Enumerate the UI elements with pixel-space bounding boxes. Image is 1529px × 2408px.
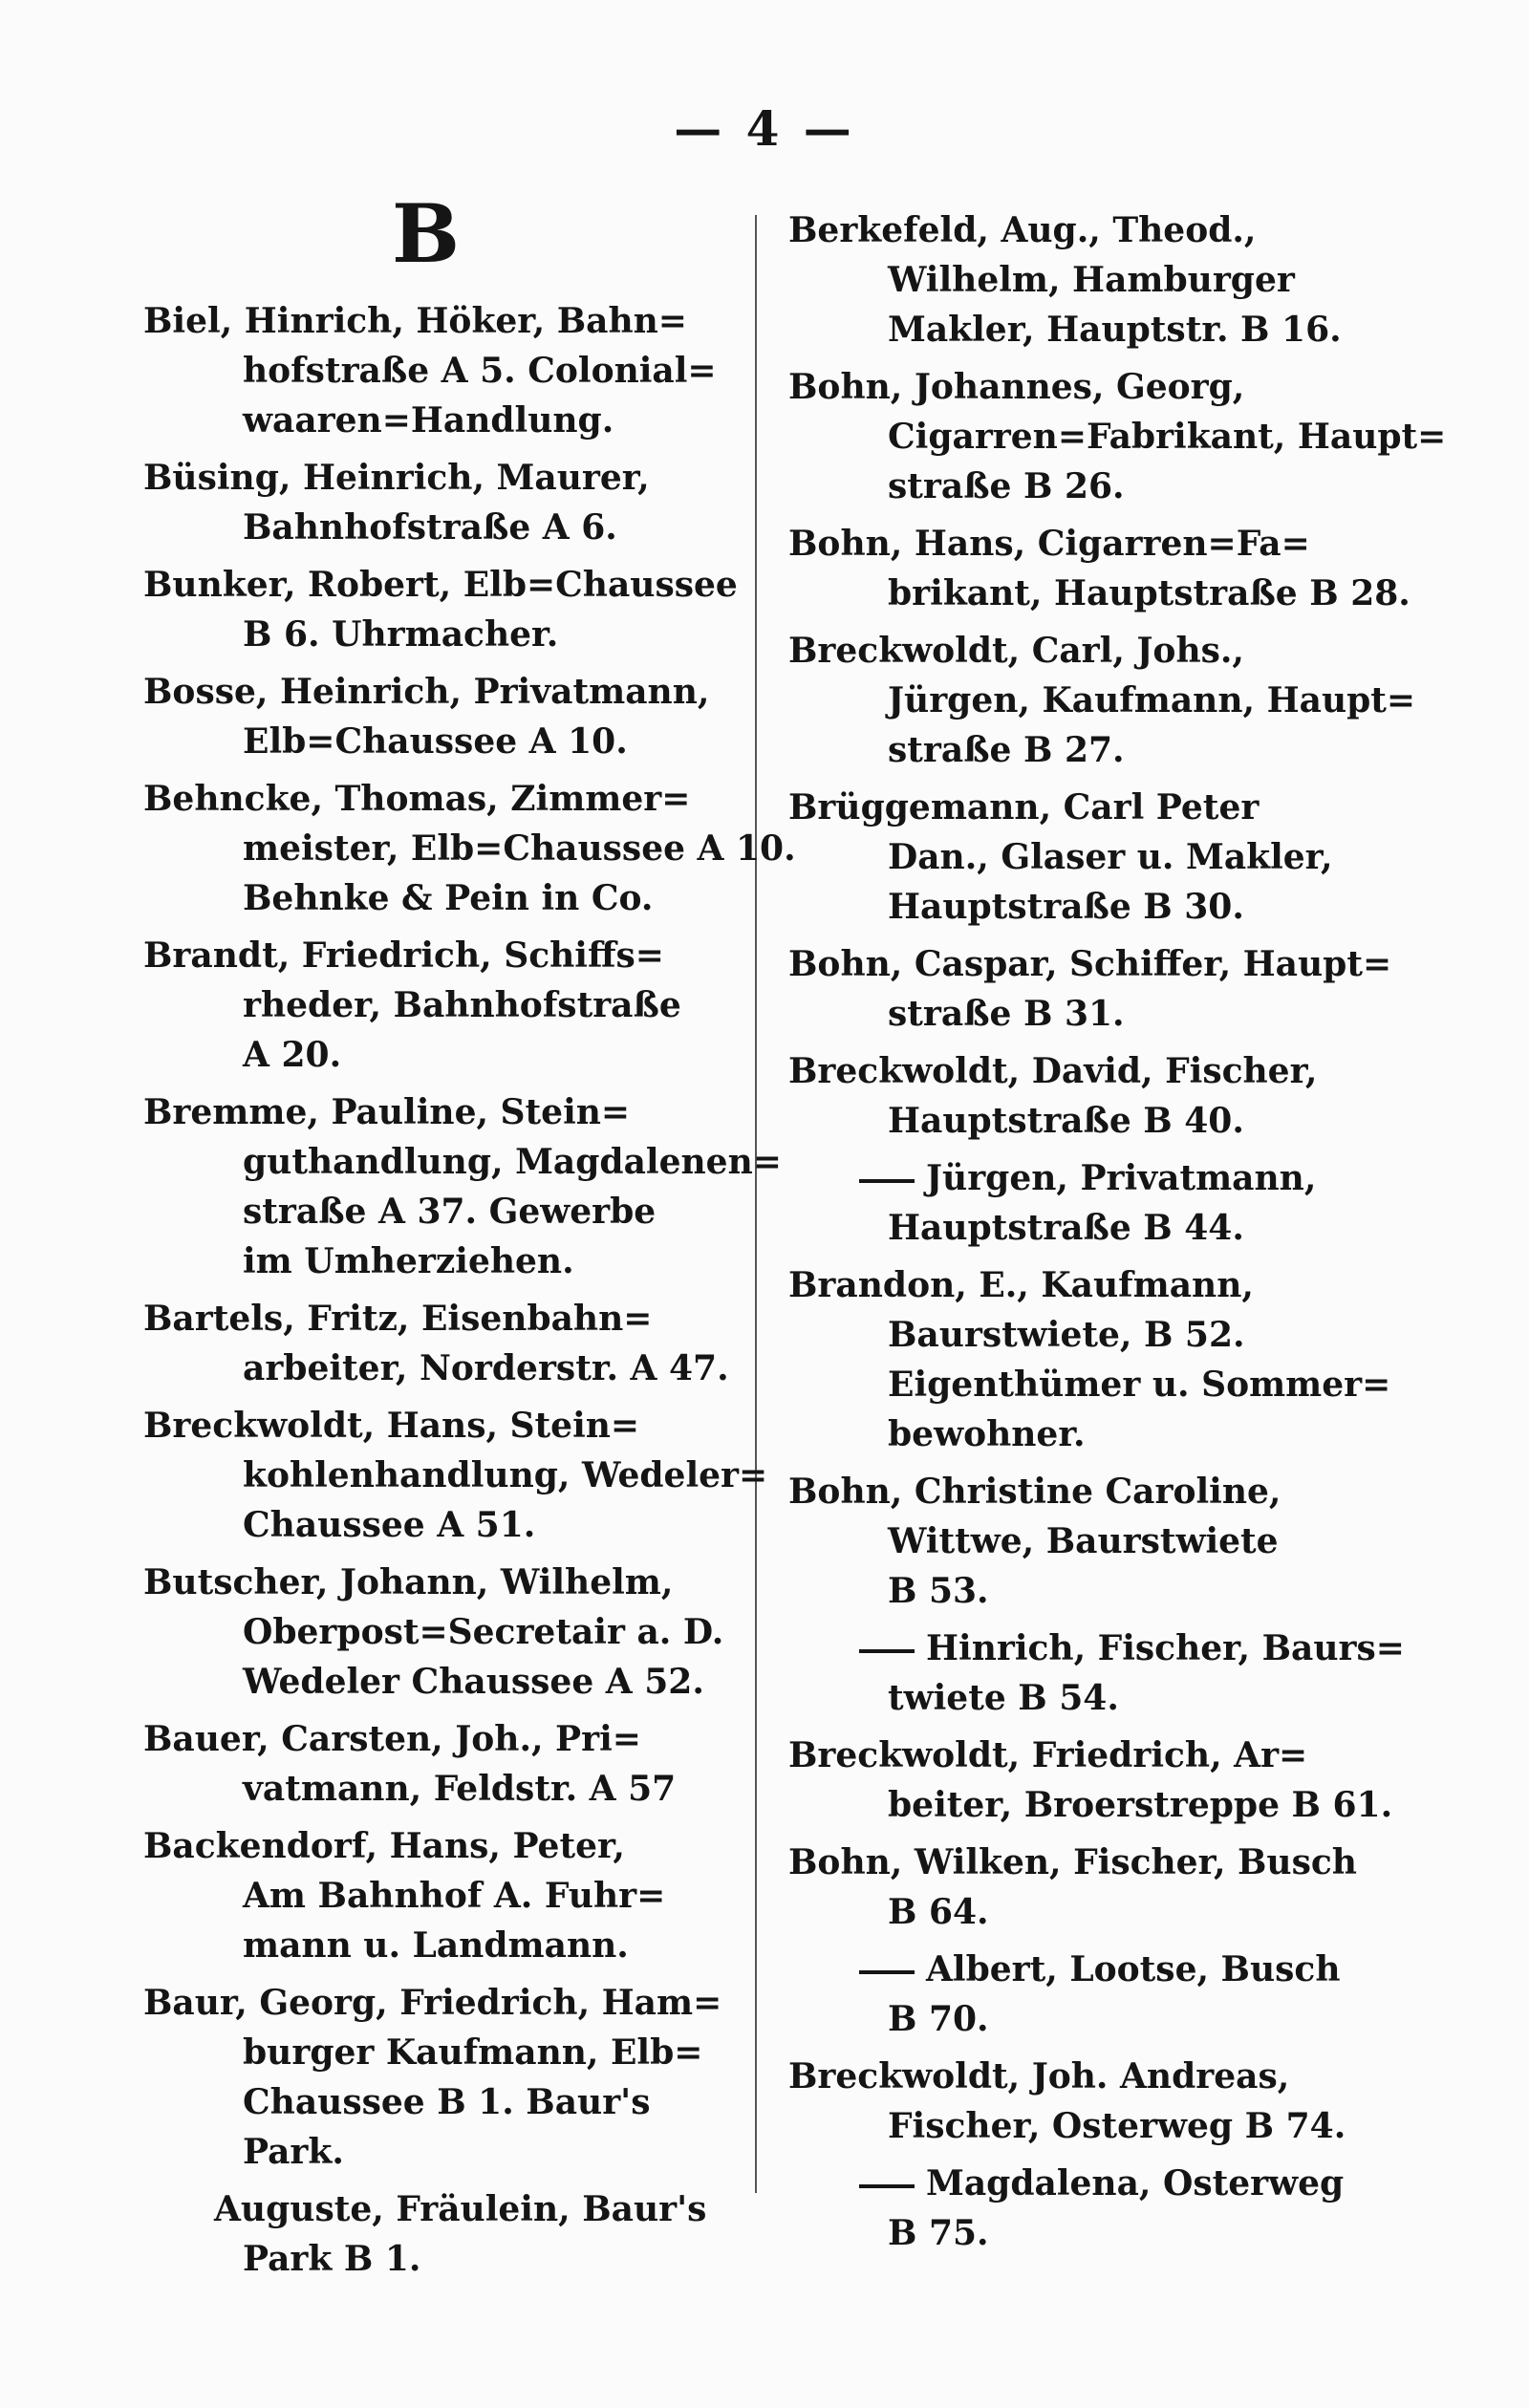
entry-text: Breckwoldt, Hans, Stein= <box>143 1406 640 1446</box>
entry-name-line <box>788 1731 1400 1780</box>
entry-text: Hinrich, Fischer, Baurs= <box>926 1628 1405 1668</box>
entry-text: hofstraße A 5. Colonial= <box>243 351 717 391</box>
entry-name-line <box>143 453 755 503</box>
entry-continuation-line <box>243 346 755 396</box>
entry-name-line <box>859 1153 1400 1203</box>
entry-text: Bahnhofstraße A 6. <box>243 507 617 548</box>
entry-name-line <box>788 626 1400 676</box>
entry-continuation-line <box>243 1451 768 1500</box>
entry-continuation-line <box>888 569 1411 618</box>
entry-continuation-line <box>243 1236 755 1286</box>
entry-text: straße B 31. <box>888 994 1125 1034</box>
entry-text: Brandt, Friedrich, Schiffs= <box>143 935 664 976</box>
entry-name-line <box>143 1558 755 1607</box>
entry-continuation-line <box>888 305 1400 355</box>
entry-continuation-line <box>243 980 755 1030</box>
entry-text: Bohn, Hans, Cigarren=Fa= <box>788 524 1310 564</box>
entry-text: Chaussee B 1. Baur's <box>243 2082 651 2122</box>
page-number: — 4 — <box>674 100 855 157</box>
directory-entry <box>788 362 1447 511</box>
entry-name-line <box>143 931 755 980</box>
directory-entry <box>788 1153 1400 1253</box>
entry-text: meister, Elb=Chaussee A 10. <box>243 828 796 869</box>
entry-text: Wedeler Chaussee A 52. <box>243 1662 704 1702</box>
entry-text: Bohn, Johannes, Georg, <box>788 367 1245 407</box>
entry-text: Bremme, Pauline, Stein= <box>143 1092 631 1132</box>
entry-name-line <box>143 1401 755 1451</box>
directory-entry <box>143 1978 755 2177</box>
directory-entry <box>788 1046 1400 1146</box>
entry-text: guthandlung, Magdalenen= <box>243 1142 782 1182</box>
entry-continuation-line <box>243 1764 755 1814</box>
entry-continuation-line <box>243 396 755 445</box>
entry-text: Jürgen, Kaufmann, Haupt= <box>888 680 1416 720</box>
entry-text: Wilhelm, Hamburger <box>888 260 1295 300</box>
entry-continuation-line <box>888 882 1400 932</box>
entry-name-line <box>788 362 1400 412</box>
entry-text: Hauptstraße B 44. <box>888 1208 1244 1248</box>
entry-text: Hauptstraße B 30. <box>888 887 1244 927</box>
entry-text: Oberpost=Secretair a. D. <box>243 1612 724 1652</box>
entry-text: Breckwoldt, Joh. Andreas, <box>788 2056 1290 2096</box>
entry-text: Butscher, Johann, Wilhelm, <box>143 1562 674 1602</box>
entry-name-line <box>143 1978 755 2028</box>
directory-entry <box>143 560 755 659</box>
entry-text: brikant, Hauptstraße B 28. <box>888 573 1411 613</box>
entry-continuation-line <box>243 1187 755 1236</box>
entry-name-line <box>788 1260 1400 1310</box>
entry-continuation-line <box>243 2077 755 2127</box>
entry-continuation-line <box>888 676 1416 725</box>
column-divider <box>755 215 757 2193</box>
entry-continuation-line <box>888 989 1400 1039</box>
entry-name-line <box>788 519 1400 569</box>
entry-continuation-line <box>243 1871 755 1921</box>
entry-text: Makler, Hauptstr. B 16. <box>888 310 1342 350</box>
entry-name-line <box>788 1838 1400 1887</box>
entry-text: Bohn, Caspar, Schiffer, Haupt= <box>788 944 1392 984</box>
directory-entry <box>143 1401 768 1550</box>
entry-text: Bunker, Robert, Elb=Chaussee <box>143 565 738 605</box>
entry-text: Bauer, Carsten, Joh., Pri= <box>143 1719 641 1759</box>
directory-entry <box>143 2184 755 2284</box>
entry-name-line <box>788 1467 1400 1516</box>
entry-continuation-line <box>888 462 1400 511</box>
entry-continuation-line <box>888 412 1447 462</box>
entry-continuation-line <box>888 1096 1400 1146</box>
entry-text: Breckwoldt, Carl, Johs., <box>788 631 1244 671</box>
entry-continuation-line <box>243 2234 755 2284</box>
entry-text: rheder, Bahnhofstraße <box>243 985 681 1025</box>
entry-continuation-line <box>888 1994 1400 2044</box>
directory-entry <box>788 2052 1400 2151</box>
entry-text: B 75. <box>888 2213 989 2253</box>
entry-text: Behnke & Pein in Co. <box>243 878 654 918</box>
entry-text: kohlenhandlung, Wedeler= <box>243 1455 768 1495</box>
entry-text: straße B 26. <box>888 466 1125 506</box>
entry-text: B 70. <box>888 1999 989 2039</box>
entry-text: beiter, Broerstreppe B 61. <box>888 1785 1393 1825</box>
entry-continuation-line <box>243 1921 755 1970</box>
entry-text: Hauptstraße B 40. <box>888 1101 1244 1141</box>
entry-text: Baurstwiete, B 52. <box>888 1315 1245 1355</box>
entry-text: Breckwoldt, David, Fischer, <box>788 1051 1318 1091</box>
entry-text: burger Kaufmann, Elb= <box>243 2032 703 2073</box>
directory-entry <box>143 667 755 766</box>
entry-continuation-line <box>243 503 755 552</box>
entry-text: Büsing, Heinrich, Maurer, <box>143 458 650 498</box>
entry-text: twiete B 54. <box>888 1678 1119 1718</box>
entry-continuation-line <box>888 2208 1400 2258</box>
entry-text: Backendorf, Hans, Peter, <box>143 1826 625 1866</box>
entry-continuation-line <box>243 873 755 923</box>
entry-name-line <box>788 205 1400 255</box>
entry-text: Cigarren=Fabrikant, Haupt= <box>888 417 1447 457</box>
entry-text: mann u. Landmann. <box>243 1925 629 1966</box>
entry-name-line <box>788 783 1400 832</box>
entry-text: Fischer, Osterweg B 74. <box>888 2106 1346 2146</box>
entry-text: Bohn, Christine Caroline, <box>788 1472 1281 1512</box>
entry-name-line <box>788 939 1400 989</box>
directory-entry <box>143 1714 755 1814</box>
entry-continuation-line <box>888 1203 1400 1253</box>
entry-text: Albert, Lootse, Busch <box>926 1949 1341 1989</box>
entry-text: Brüggemann, Carl Peter <box>788 787 1260 828</box>
directory-entry <box>788 939 1400 1039</box>
directory-entry <box>143 296 755 445</box>
directory-entry <box>143 453 755 552</box>
entry-continuation-line <box>243 1657 755 1707</box>
directory-entry <box>788 1838 1400 1937</box>
entry-name-line <box>143 560 755 610</box>
entry-text: Baur, Georg, Friedrich, Ham= <box>143 1983 722 2023</box>
entry-text: arbeiter, Norderstr. A 47. <box>243 1348 729 1388</box>
entry-text: Wittwe, Baurstwiete <box>888 1521 1279 1561</box>
entry-continuation-line <box>888 725 1400 775</box>
entry-continuation-line <box>243 1607 755 1657</box>
entry-text: Elb=Chaussee A 10. <box>243 721 628 762</box>
entry-text: A 20. <box>243 1035 342 1075</box>
entry-continuation-line <box>888 1409 1400 1459</box>
entry-continuation-line <box>243 610 755 659</box>
directory-entry <box>788 519 1411 618</box>
entry-continuation-line <box>888 2101 1400 2151</box>
entry-continuation-line <box>243 717 755 766</box>
directory-entry <box>143 1087 782 1286</box>
entry-continuation-line <box>243 2028 755 2077</box>
entry-text: Jürgen, Privatmann, <box>926 1158 1317 1198</box>
entry-text: Eigenthümer u. Sommer= <box>888 1365 1391 1405</box>
right-column <box>788 205 1447 2266</box>
ditto-dash <box>859 1970 915 1974</box>
entry-continuation-line <box>888 1516 1400 1566</box>
entry-text: im Umherziehen. <box>243 1241 574 1281</box>
entry-text: B 53. <box>888 1571 989 1611</box>
entry-text: B 64. <box>888 1892 989 1932</box>
entry-continuation-line <box>888 1780 1400 1830</box>
entry-text: B 6. Uhrmacher. <box>243 614 559 655</box>
entry-text: Behncke, Thomas, Zimmer= <box>143 779 691 819</box>
entry-text: Bartels, Fritz, Eisenbahn= <box>143 1299 653 1339</box>
entry-continuation-line <box>243 2127 755 2177</box>
entry-name-line <box>143 774 755 824</box>
directory-entry <box>788 1260 1400 1459</box>
entry-name-line <box>143 1714 755 1764</box>
directory-entry <box>143 774 796 923</box>
directory-entry <box>143 1821 755 1970</box>
entry-text: waaren=Handlung. <box>243 400 614 441</box>
entry-text: Bohn, Wilken, Fischer, Busch <box>788 1842 1357 1882</box>
directory-entry <box>788 205 1400 355</box>
entry-name-line <box>214 2184 755 2234</box>
entry-text: Park. <box>243 2132 344 2172</box>
entry-name-line <box>143 1821 755 1871</box>
entry-name-line <box>143 1087 755 1137</box>
entry-name-line <box>859 2159 1400 2208</box>
entry-continuation-line <box>888 1887 1400 1937</box>
entry-text: Park B 1. <box>243 2239 421 2279</box>
entry-continuation-line <box>243 824 796 873</box>
directory-entry <box>788 2159 1400 2258</box>
entry-name-line <box>859 1623 1405 1673</box>
entry-name-line <box>788 1046 1400 1096</box>
directory-entry <box>143 1558 755 1707</box>
entry-continuation-line <box>888 255 1400 305</box>
directory-entry <box>143 931 755 1080</box>
directory-entry <box>788 1945 1400 2044</box>
entry-text: Am Bahnhof A. Fuhr= <box>243 1876 666 1916</box>
entry-text: Breckwoldt, Friedrich, Ar= <box>788 1735 1308 1775</box>
entry-continuation-line <box>888 1360 1400 1409</box>
entry-continuation-line <box>243 1137 782 1187</box>
entry-continuation-line <box>888 1566 1400 1616</box>
entry-text: vatmann, Feldstr. A 57 <box>243 1769 677 1809</box>
entry-text: Brandon, E., Kaufmann, <box>788 1265 1254 1305</box>
entry-text: bewohner. <box>888 1414 1086 1454</box>
entry-text: straße B 27. <box>888 730 1125 770</box>
entry-continuation-line <box>888 832 1400 882</box>
directory-entry <box>143 1294 755 1393</box>
entry-name-line <box>143 1294 755 1344</box>
entry-text: Chaussee A 51. <box>243 1505 536 1545</box>
entry-continuation-line <box>243 1500 755 1550</box>
entry-name-line <box>143 667 755 717</box>
ditto-dash <box>859 1179 915 1183</box>
entry-text: straße A 37. Gewerbe <box>243 1192 657 1232</box>
entry-continuation-line <box>243 1030 755 1080</box>
entry-name-line <box>859 1945 1400 1994</box>
directory-entry <box>788 1467 1400 1616</box>
ditto-dash <box>859 1649 915 1653</box>
ditto-dash <box>859 2184 915 2188</box>
entry-text: Dan., Glaser u. Makler, <box>888 837 1333 877</box>
section-letter: B <box>392 186 460 281</box>
directory-entry <box>788 626 1416 775</box>
entry-continuation-line <box>888 1673 1400 1723</box>
entry-name-line <box>788 2052 1400 2101</box>
directory-entry <box>788 783 1400 932</box>
entry-text: Biel, Hinrich, Höker, Bahn= <box>143 301 687 341</box>
entry-text: Auguste, Fräulein, Baur's <box>214 2189 707 2229</box>
entry-continuation-line <box>888 1310 1400 1360</box>
entry-text: Bosse, Heinrich, Privatmann, <box>143 672 710 712</box>
directory-entry <box>788 1623 1405 1723</box>
entry-name-line <box>143 296 755 346</box>
directory-entry <box>788 1731 1400 1830</box>
left-column <box>143 296 796 2291</box>
entry-text: Magdalena, Osterweg <box>926 2163 1345 2204</box>
entry-continuation-line <box>243 1344 755 1393</box>
entry-text: Berkefeld, Aug., Theod., <box>788 210 1257 250</box>
